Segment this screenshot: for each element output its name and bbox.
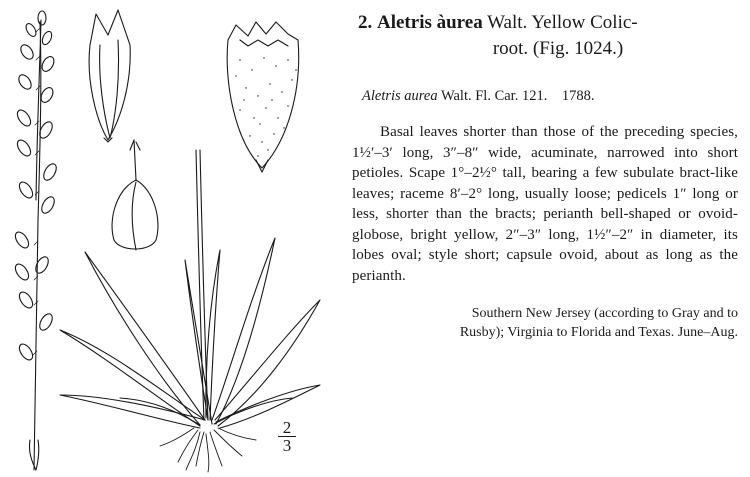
scape — [196, 150, 204, 420]
species-description: Basal leaves shorter than those of the preceding species, 1½′–3′ long, 3″–8″ wide, acuminate, narrowed into short petioles. Scape 1°–2½° tall, bearing a few subulate bract-like leaves; raceme 8′–2° long, usually loose; pedicels 1″ long or less, shorter than the bracts; perianth bell-shaped or ovoid-globose, bright yellow, 2″–3″ long, 1½″–2″ in diameter, its lobes oval; style short; capsule ovoid, about as long as the perianth. — [352, 124, 738, 284]
botanical-illustration — [0, 0, 350, 477]
flower-detail-open — [89, 10, 130, 142]
entry-title — [352, 10, 738, 62]
title-line2 — [358, 36, 738, 62]
citation — [352, 86, 738, 106]
range-line-2: Rusby); Virginia to Florida and Texas. June–Aug. — [459, 325, 738, 340]
scale-fraction — [276, 420, 298, 453]
range-distribution — [352, 304, 738, 342]
capsule-detail — [112, 140, 158, 250]
common-name-part1: Yellow Colic- — [531, 12, 638, 33]
common-name-part2: root. — [492, 38, 529, 59]
species-name: Aletris àurea — [377, 12, 483, 33]
flowering-raceme — [13, 11, 59, 470]
range-line-1: Southern New Jersey (according to Gray and to — [471, 306, 738, 321]
roots — [160, 428, 256, 472]
citation-year: 1788. — [561, 88, 595, 104]
scale-denominator: 3 — [282, 436, 292, 455]
plant-drawing — [0, 0, 350, 477]
flower-detail-stippled — [227, 22, 299, 172]
citation-name: Aletris aurea — [362, 88, 438, 104]
species-author: Walt. — [487, 12, 528, 33]
entry-number: 2. — [358, 12, 373, 33]
scale-numerator: 2 — [282, 418, 292, 437]
citation-reference: Walt. Fl. Car. 121. — [440, 88, 548, 104]
text-column — [352, 10, 738, 342]
basal-leaves — [60, 238, 320, 428]
figure-reference: (Fig. 1024.) — [532, 38, 624, 59]
